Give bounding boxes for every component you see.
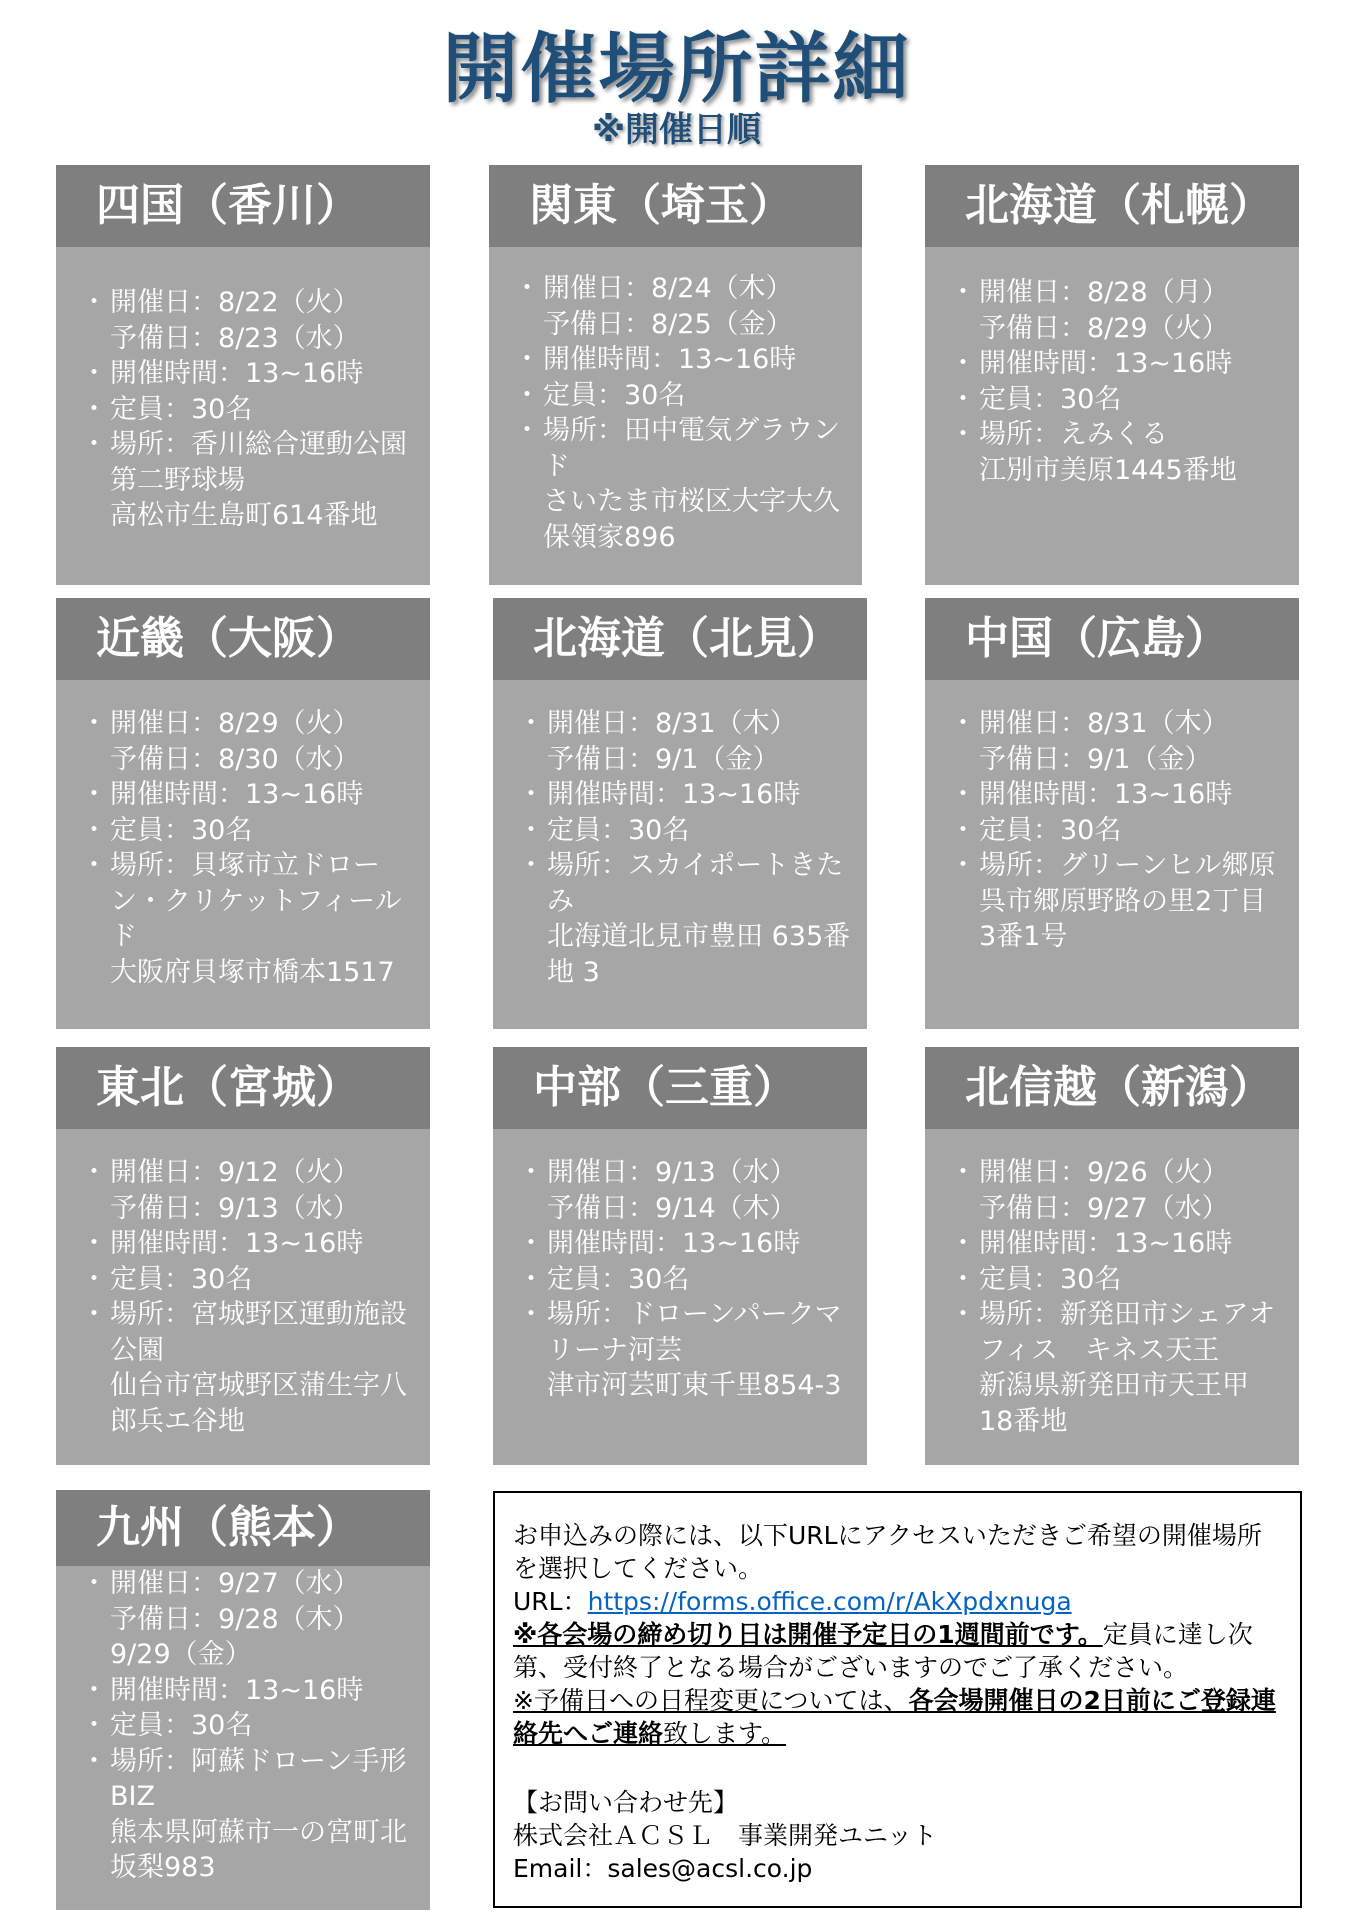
venue-detail-line: ・ 開催日：8/24（木） (519, 271, 846, 307)
venue-detail-line: ・ 開催時間：13~16時 (955, 777, 1283, 813)
venue-detail-line: ・ 開催時間：13~16時 (86, 1673, 414, 1709)
venue-details (493, 1129, 867, 1404)
venue-card (925, 1047, 1299, 1465)
deadline-bold-text: ※各会場の締め切り日は開催予定日の1週間前です。 (513, 1620, 1103, 1649)
venue-detail-line: ・ 定員：30名 (523, 1262, 851, 1298)
venue-detail-line: ・ 場所：グリーンヒル郷原 (955, 848, 1283, 884)
venue-detail-line: 熊本県阿蘇市一の宮町北坂梨983 (110, 1816, 407, 1883)
venue-detail-line: ・ 開催日：9/27（水） (86, 1566, 414, 1602)
venue-detail-line: 北海道北見市豊田 635番地 3 (547, 921, 851, 988)
venue-detail-line: ・ 開催日：8/22（火） (86, 285, 414, 321)
venue-detail-line: 大阪府貝塚市橋本1517 (110, 956, 395, 988)
venue-card (56, 1047, 430, 1465)
venue-detail-line: ・ 開催日：8/28（月） (955, 275, 1283, 311)
application-intro: お申込みの際には、以下URLにアクセスいただきご希望の開催場所を選択してください。 (513, 1521, 1262, 1583)
venue-region-title: 九州（熊本） (56, 1490, 430, 1566)
venue-detail-line: 予備日：8/30（水） (110, 743, 360, 775)
venue-detail-line: ・ 定員：30名 (523, 813, 851, 849)
venue-region-title: 北海道（北見） (493, 598, 867, 680)
spacer (513, 1750, 1282, 1786)
deadline-rest-text: 定員に達し次第、受付終了となる場合がございますのでご了承ください。 (513, 1620, 1253, 1682)
venue-detail-line: 江別市美原1445番地 (979, 454, 1237, 486)
venue-detail-line: ・ 場所：香川総合運動公園第二野球場 (86, 427, 414, 498)
venue-detail-line: ・ 場所：新発田市シェアオフィス キネス天王 (955, 1297, 1283, 1368)
date-change-notice (513, 1684, 1282, 1750)
venue-detail-line: ・ 定員：30名 (955, 813, 1283, 849)
venue-region-title: 東北（宮城） (56, 1047, 430, 1129)
contact-organization: 株式会社ＡＣＳＬ 事業開発ユニット (513, 1821, 938, 1850)
venue-detail-line: ・ 定員：30名 (519, 378, 846, 414)
venue-card (489, 165, 862, 585)
application-info-box (493, 1491, 1302, 1908)
venue-card (56, 165, 430, 585)
venue-detail-line: ・ 開催時間：13~16時 (523, 777, 851, 813)
url-line (513, 1585, 1282, 1618)
venue-details (925, 680, 1299, 955)
venue-detail-line: 予備日：9/14（木） (547, 1192, 797, 1224)
date-change-bold-text: 各会場開催日の2日前にご登録連絡先へご連絡 (513, 1686, 1276, 1748)
deadline-notice (513, 1618, 1282, 1684)
venue-detail-line: ・ 定員：30名 (955, 382, 1283, 418)
venue-detail-line: ・ 開催日：9/13（水） (523, 1155, 851, 1191)
venue-detail-line: 呉市郷原野路の里2丁目3番1号 (979, 885, 1267, 952)
url-label: URL： (513, 1587, 588, 1616)
venue-detail-line: ・ 場所：ドローンパークマリーナ河芸 (523, 1297, 851, 1368)
venue-detail-line: ・ 定員：30名 (86, 1262, 414, 1298)
venue-card (56, 1490, 430, 1910)
venue-detail-line: ・ 定員：30名 (955, 1262, 1283, 1298)
venue-detail-line: 仙台市宮城野区蒲生字八郎兵エ谷地 (110, 1370, 407, 1437)
venue-detail-line: ・ 開催時間：13~16時 (955, 346, 1283, 382)
venue-card (925, 598, 1299, 1029)
venue-detail-line: ・ 開催日：8/31（木） (523, 706, 851, 742)
page-subtitle: ※開催日順 (591, 110, 762, 150)
venue-card (925, 165, 1299, 585)
venue-detail-line: 高松市生島町614番地 (110, 500, 378, 531)
venue-detail-line: 津市河芸町東千里854-3 (547, 1370, 842, 1401)
venue-card (493, 598, 867, 1029)
venue-detail-line: 予備日：8/25（金） (543, 308, 793, 340)
venue-detail-line: ・ 場所：田中電気グラウンド (519, 413, 846, 484)
venue-detail-line: ・ 場所：スカイポートきたみ (523, 848, 851, 919)
venue-detail-line: 予備日：9/1（金） (979, 743, 1212, 775)
venue-card (493, 1047, 867, 1465)
venue-region-title: 近畿（大阪） (56, 598, 430, 680)
venue-detail-line: 予備日：8/29（火） (979, 312, 1229, 344)
venue-detail-line: ・ 開催日：8/29（火） (86, 706, 414, 742)
date-change-text-1: ※予備日への日程変更については、 (513, 1686, 909, 1715)
venue-details (925, 247, 1299, 488)
venue-detail-line: 予備日：9/13（水） (110, 1192, 360, 1224)
venue-detail-line: ・ 開催日：9/26（火） (955, 1155, 1283, 1191)
venue-region-title: 関東（埼玉） (489, 165, 862, 247)
venue-region-title: 北信越（新潟） (925, 1047, 1299, 1129)
page-title: 開催場所詳細 (442, 24, 911, 113)
venue-detail-line: 予備日：9/27（水） (979, 1192, 1229, 1224)
venue-detail-line: ・ 開催時間：13~16時 (86, 356, 414, 392)
venue-detail-line: さいたま市桜区大字大久保領家896 (543, 486, 840, 553)
venue-detail-line: ・ 開催時間：13~16時 (523, 1226, 851, 1262)
venue-detail-line: ・ 開催時間：13~16時 (86, 777, 414, 813)
venue-detail-line: ・ 定員：30名 (86, 813, 414, 849)
venue-detail-line: ・ 開催日：8/31（木） (955, 706, 1283, 742)
venue-region-title: 中国（広島） (925, 598, 1299, 680)
contact-heading: 【お問い合わせ先】 (513, 1788, 739, 1817)
contact-email: Email：sales@acsl.co.jp (513, 1854, 813, 1883)
venue-detail-line: ・ 開催時間：13~16時 (519, 342, 846, 378)
venue-details (493, 680, 867, 990)
venue-detail-line: ・ 場所：えみくる (955, 417, 1283, 453)
venue-detail-line: ・ 定員：30名 (86, 392, 414, 428)
venue-detail-line: ・ 場所：宮城野区運動施設公園 (86, 1297, 414, 1368)
venue-detail-line: 予備日：8/23（水） (110, 322, 360, 354)
application-form-link[interactable]: https://forms.office.com/r/AkXpdxnuga (587, 1587, 1072, 1616)
venue-details (56, 1566, 430, 1886)
venue-detail-line: ・ 開催時間：13~16時 (86, 1226, 414, 1262)
venue-detail-line: 新潟県新発田市天王甲18番地 (979, 1370, 1249, 1437)
venue-details (56, 680, 430, 990)
venue-region-title: 四国（香川） (56, 165, 430, 247)
venue-details (56, 1129, 430, 1439)
venue-detail-line: ・ 定員：30名 (86, 1708, 414, 1744)
venue-card (56, 598, 430, 1029)
venue-details (925, 1129, 1299, 1439)
venue-detail-line: ・ 場所：阿蘇ドローン手形BIZ (86, 1744, 414, 1815)
venue-detail-line: 9/29（金） (110, 1639, 252, 1670)
venue-region-title: 中部（三重） (493, 1047, 867, 1129)
date-change-text-2: 致します。 (663, 1719, 787, 1748)
venue-detail-line: 予備日：9/28（木） (110, 1603, 360, 1635)
venue-region-title: 北海道（札幌） (925, 165, 1299, 247)
venue-detail-line: ・ 開催日：9/12（火） (86, 1155, 414, 1191)
venue-detail-line: ・ 場所：貝塚市立ドローン・クリケットフィールド (86, 848, 414, 955)
venue-detail-line: ・ 開催時間：13~16時 (955, 1226, 1283, 1262)
venue-detail-line: 予備日：9/1（金） (547, 743, 780, 775)
venue-details (489, 247, 862, 555)
venue-details (56, 247, 430, 534)
